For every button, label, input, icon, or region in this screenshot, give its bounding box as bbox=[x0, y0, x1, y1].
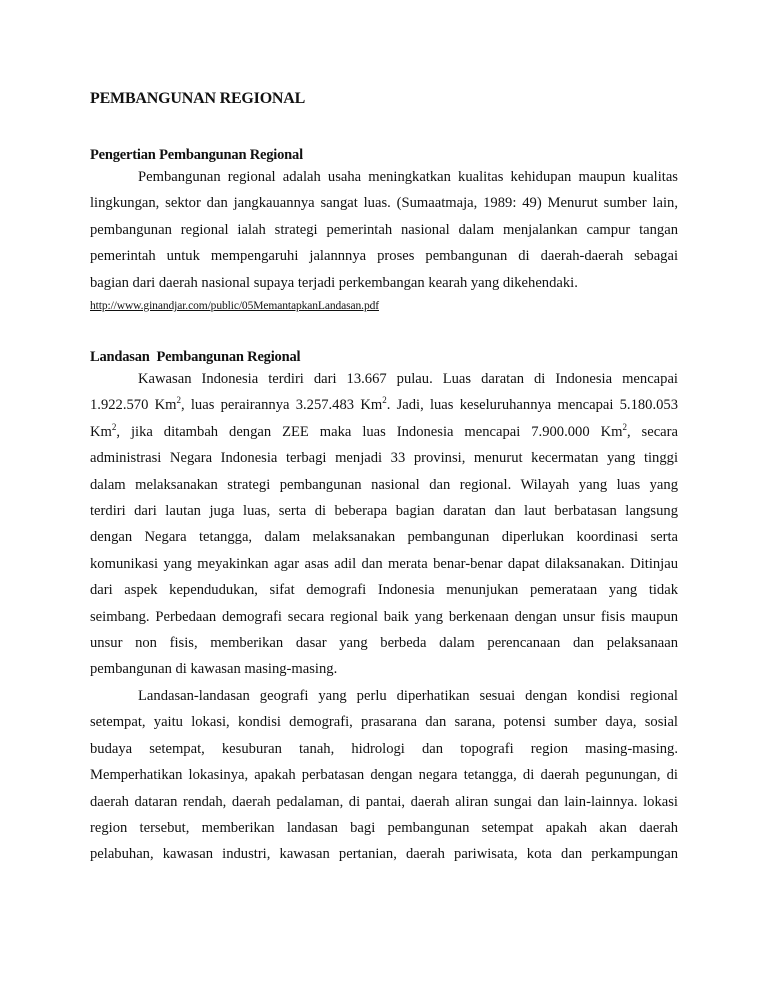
text-line: daerah dataran rendah, daerah pedalaman, di pantai, daerah aliran sungai dan lain-lainnya. lokasi bbox=[90, 793, 678, 810]
text-line: Kawasan Indonesia terdiri dari 13.667 pulau. Luas daratan di Indonesia mencapai bbox=[138, 371, 678, 387]
text-line: pelabuhan, kawasan industri, kawasan pertanian, daerah pariwisata, kota dan perkampungan bbox=[90, 846, 678, 863]
text-line: setempat, yaitu lokasi, kondisi demografi, prasarana dan sarana, potensi sumber daya, sosial bbox=[90, 714, 678, 731]
source-link[interactable]: http://www.ginandjar.com/public/05MemantapkanLandasan.pdf bbox=[90, 300, 379, 312]
document-title: PEMBANGUNAN REGIONAL bbox=[90, 90, 306, 107]
text-line: dengan Negara tetangga, dalam melaksanakan pembangunan diperlukan koordinasi serta bbox=[90, 529, 678, 546]
text-line: pemerintah untuk mempengaruhi jalannnya proses pembangunan di daerah-daerah sebagai bbox=[90, 248, 678, 265]
text-line: Landasan-landasan geografi yang perlu diperhatikan sesuai dengan kondisi regional bbox=[138, 688, 678, 704]
text-line: budaya setempat, kesuburan tanah, hidrologi dan topografi region masing-masing. bbox=[90, 740, 678, 757]
text-line: bagian dari daerah nasional supaya terjadi perkembangan kearah yang dikehendaki. bbox=[90, 274, 578, 291]
paragraph-landasan-1 bbox=[90, 366, 678, 683]
text-line: Km$^2$, jika ditambah dengan ZEE maka luas Indonesia mencapai 7.900.000 Km$^2$, secara bbox=[90, 421, 678, 440]
text-line: Memperhatikan lokasinya, apakah perbatasan dengan negara tetangga, di daerah pegunungan, di bbox=[90, 767, 678, 784]
text-line: dari aspek kependudukan, sifat demografi Indonesia menunjukan pemerataan yang tidak bbox=[90, 582, 678, 599]
superscript: 2 bbox=[176, 395, 181, 406]
text-line: pembangunan regional ialah strategi pemerintah nasional dalam menjalankan campur tangan bbox=[90, 221, 678, 238]
text-line: Pembangunan regional adalah usaha meningkatkan kualitas kehidupan maupun kualitas bbox=[138, 169, 678, 185]
section-heading-landasan: Landasan Pembangunan Regional bbox=[90, 349, 301, 365]
paragraph-pengertian bbox=[90, 164, 678, 296]
text-line: dalam melaksanakan strategi pembangunan nasional dan regional. Wilayah yang luas yang bbox=[90, 476, 678, 493]
text-line: 1.922.570 Km$^2$, luas perairannya 3.257.483 Km$^2$. Jadi, luas keseluruhannya mencapai 5.180.053 bbox=[90, 395, 679, 414]
section-heading-pengertian: Pengertian Pembangunan Regional bbox=[90, 147, 303, 163]
text-line: pembangunan di kawasan masing-masing. bbox=[90, 661, 338, 678]
text-line: lingkungan, sektor dan jangkauannya sangat luas. (Sumaatmaja, 1989: 49) Menurut sumber lain, bbox=[90, 195, 678, 212]
paragraph-landasan-2 bbox=[90, 683, 678, 868]
superscript: 2 bbox=[382, 395, 387, 406]
text-line: terdiri dari lautan juga luas, serta di beberapa bagian daratan dan laut berbatasan langsung bbox=[90, 502, 678, 519]
text-line: seimbang. Perbedaan demografi secara regional baik yang berkenaan dengan unsur fisis maupun bbox=[90, 608, 678, 625]
text-line: region tersebut, memberikan landasan bagi pembangunan setempat apakah akan daerah bbox=[90, 819, 678, 836]
superscript: 2 bbox=[622, 421, 627, 432]
text-line: unsur non fisis, memberikan dasar yang berbeda dalam perencanaan dan pelaksanaan bbox=[90, 634, 678, 651]
superscript: 2 bbox=[111, 421, 117, 432]
text-line: komunikasi yang meyakinkan agar asas adil dan merata benar-benar dapat dilaksanakan. Ditinjau bbox=[90, 555, 678, 572]
text-line: administrasi Negara Indonesia terbagi menjadi 33 provinsi, menurut kecermatan yang tinggi bbox=[90, 450, 678, 467]
